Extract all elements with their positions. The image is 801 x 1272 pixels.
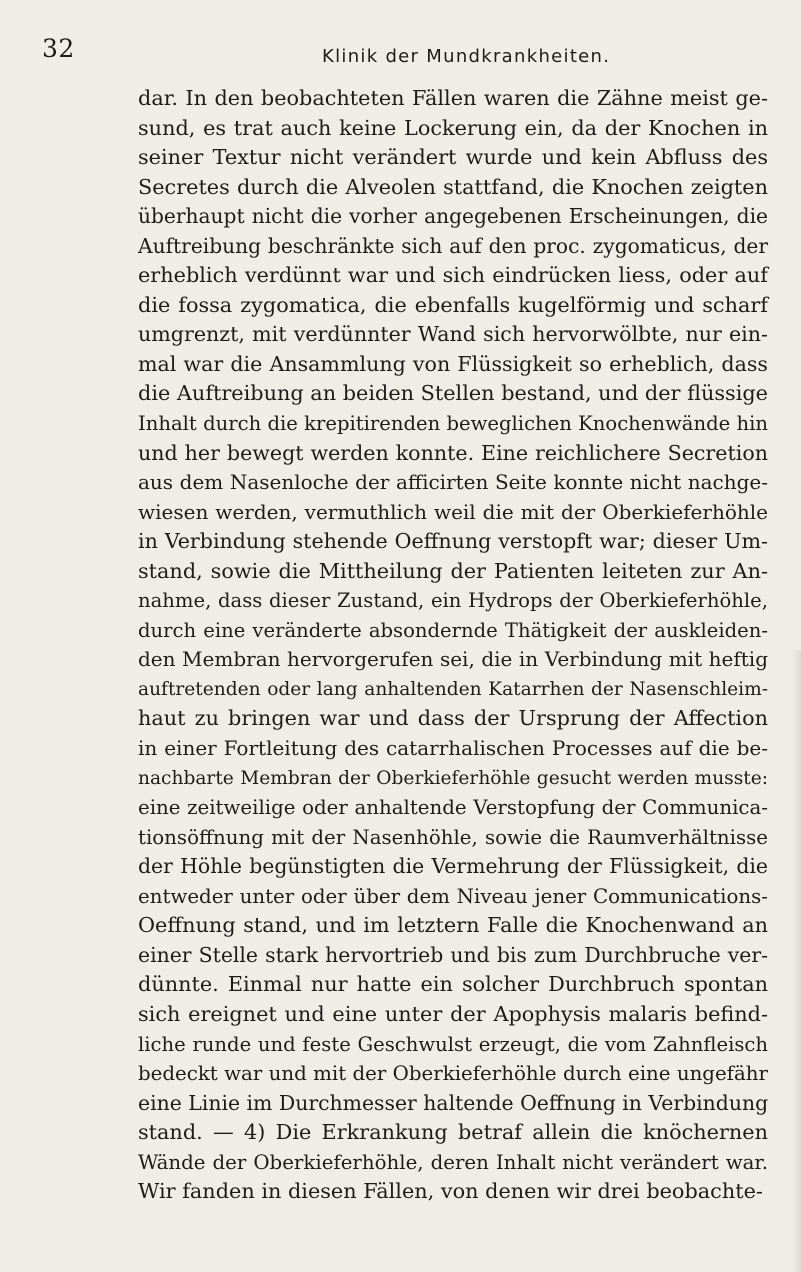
text-line: wiesen werden, vermuthlich weil die mit der Oberkieferhöhle: [138, 499, 768, 524]
page-edge-shadow: [791, 650, 801, 1272]
text-line: nachbarte Membran der Oberkieferhöhle gesucht werden musste:: [138, 767, 768, 789]
text-line: mal war die Ansammlung von Flüssigkeit so erheblich, dass: [138, 351, 768, 376]
text-line: durch eine veränderte absondernde Thätigkeit der auskleiden-: [138, 618, 768, 642]
text-line: tionsöffnung mit der Nasenhöhle, sowie die Raumverhältnisse: [138, 825, 768, 849]
text-line: und her bewegt werden konnte. Eine reichlichere Secretion: [138, 440, 768, 465]
text-line: Secretes durch die Alveolen stattfand, die Knochen zeigten: [138, 174, 768, 199]
text-line: auftretenden oder lang anhaltenden Katarrhen der Nasenschleim-: [138, 678, 768, 700]
text-line: einer Stelle stark hervortrieb und bis zum Durchbruche ver-: [138, 942, 768, 967]
text-line: in einer Fortleitung des catarrhalischen Processes auf die be-: [138, 736, 768, 761]
page-number: 32: [42, 34, 75, 63]
text-line: in Verbindung stehende Oeffnung verstopft war; dieser Um-: [138, 529, 768, 554]
text-line: seiner Textur nicht verändert wurde und kein Abfluss des: [138, 145, 768, 170]
text-line: der Höhle begünstigten die Vermehrung der Flüssigkeit, die: [138, 854, 768, 879]
text-line: nahme, dass dieser Zustand, ein Hydrops der Oberkieferhöhle,: [138, 589, 768, 613]
text-line: Auftreibung beschränkte sich auf den proc. zygomaticus, der: [138, 233, 768, 258]
text-line: Oeffnung stand, und im letztern Falle die Knochenwand an: [138, 913, 768, 938]
text-line: haut zu bringen war und dass der Ursprung der Affection: [138, 706, 768, 731]
text-line: erheblich verdünnt war und sich eindrücken liess, oder auf: [138, 263, 768, 288]
text-line: stand. — 4) Die Erkrankung betraf allein die knöchernen: [138, 1120, 768, 1145]
text-line: umgrenzt, mit verdünnter Wand sich hervorwölbte, nur ein-: [138, 322, 768, 347]
text-line: dar. In den beobachteten Fällen waren die Zähne meist ge-: [138, 86, 768, 110]
text-line: Wände der Oberkieferhöhle, deren Inhalt nicht verändert war.: [138, 1150, 768, 1174]
body-text: [138, 84, 768, 1207]
text-line: den Membran hervorgerufen sei, die in Verbindung mit heftig: [138, 647, 768, 672]
text-line: eine Linie im Durchmesser haltende Oeffnung in Verbindung: [138, 1090, 769, 1115]
text-line: stand, sowie die Mittheilung der Patienten leiteten zur An-: [138, 558, 768, 583]
text-line: eine zeitweilige oder anhaltende Verstopfung der Communica-: [138, 796, 768, 820]
text-line: bedeckt war und mit der Oberkieferhöhle durch eine ungefähr: [138, 1062, 768, 1086]
text-line: dünnte. Einmal nur hatte ein solcher Durchbruch spontan: [138, 972, 768, 997]
text-line: die fossa zygomatica, die ebenfalls kugelförmig und scharf: [138, 292, 768, 317]
text-line: Inhalt durch die krepitirenden beweglichen Knochenwände hin: [138, 412, 768, 436]
text-line: überhaupt nicht die vorher angegebenen Erscheinungen, die: [138, 204, 768, 229]
text-line: Wir fanden in diesen Fällen, von denen wir drei beobachte-: [138, 1179, 763, 1204]
running-title: Klinik der Mundkrankheiten.: [322, 46, 611, 67]
text-line: aus dem Nasenloche der afficirten Seite konnte nicht nachge-: [138, 470, 768, 495]
text-line: liche runde und feste Geschwulst erzeugt, die vom Zahnfleisch: [138, 1032, 768, 1056]
text-line: entweder unter oder über dem Niveau jener Communications-: [138, 884, 768, 908]
text-line: die Auftreibung an beiden Stellen bestand, und der flüssige: [138, 381, 768, 406]
text-line: sich ereignet und eine unter der Apophysis malaris befind-: [138, 1001, 768, 1026]
text-line: sund, es trat auch keine Lockerung ein, da der Knochen in: [138, 115, 768, 140]
